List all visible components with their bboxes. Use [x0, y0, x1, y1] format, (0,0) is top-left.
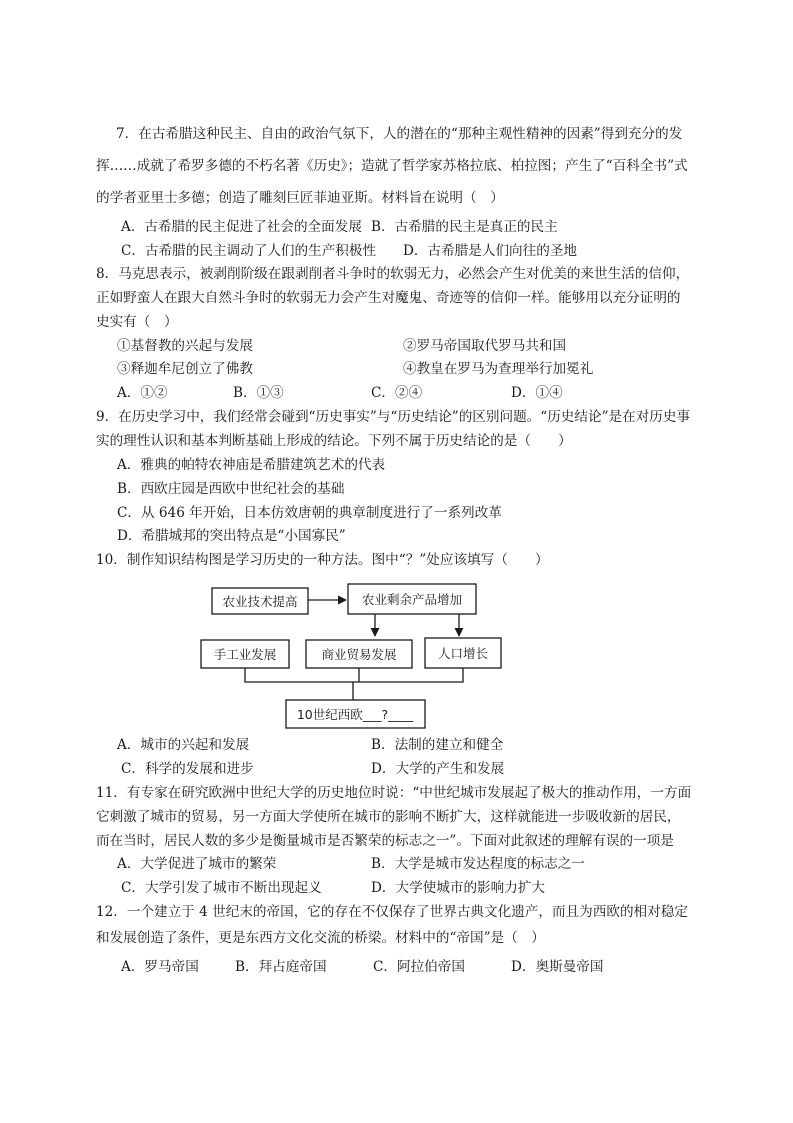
q8-stem-line2: 正如野蛮人在跟大自然斗争时的软弱无力会产生对魔鬼、奇迹等的信仰一样。能够用以充分证明的: [96, 290, 681, 306]
bracket-connector: [245, 668, 463, 682]
q9-stem-line1: 9．在历史学习中，我们经常会碰到“历史事实”与“历史结论”的区别问题。“历史结论”是在对历史事: [96, 409, 691, 425]
q11-stem-line3: 而在当时，居民人数的多少是衡量城市是否繁荣的标志之一”。下面对此叙述的理解有误的一项是: [96, 833, 674, 849]
q10-option-a: A．城市的兴起和发展: [117, 737, 250, 753]
q10-option-b: B．法制的建立和健全: [371, 737, 504, 753]
q7-option-b: B．古希腊的民主是真正的民主: [371, 219, 558, 235]
q11-option-d: D．大学使城市的影响力扩大: [371, 880, 546, 896]
q9-option-c: C．从 646 年开始，日本仿效唐朝的典章制度进行了一系列改革: [117, 505, 502, 521]
box-result-label: 10世纪西欧___?____: [296, 707, 414, 722]
q11-option-a: A．大学促进了城市的繁荣: [117, 856, 277, 872]
q9-option-b: B．西欧庄园是西欧中世纪社会的基础: [117, 481, 345, 497]
q7-option-d: D．古希腊是人们向往的圣地: [403, 243, 578, 259]
q10-option-d: D．大学的产生和发展: [371, 761, 505, 777]
q8-option-a: A．①②: [117, 385, 168, 401]
q7-option-c: C．古希腊的民主调动了人们的生产积极性: [121, 243, 377, 259]
q8-item-3: ③释迦牟尼创立了佛教: [117, 361, 253, 377]
q7-option-a: A．古希腊的民主促进了社会的全面发展: [121, 219, 362, 235]
q12-stem-line1: 12．一个建立于 4 世纪末的帝国，它的存在不仅保存了世界古典文化遗产，而且为西欧的相对稳定: [96, 904, 688, 920]
q11-option-b: B．大学是城市发达程度的标志之一: [371, 856, 585, 872]
box-population-label: 人口增长: [437, 646, 489, 661]
q8-stem-line1: 8．马克思表示，被剥削阶级在跟剥削者斗争时的软弱无力，必然会产生对优美的来世生活的信仰，: [96, 266, 690, 282]
q12-option-c: C．阿拉伯帝国: [373, 959, 465, 975]
knowledge-structure-diagram: [195, 582, 515, 732]
q8-stem-line3: 史实有（ ）: [96, 314, 178, 330]
q7-stem-line1: 7．在古希腊这种民主、自由的政治气氛下，人的潜在的“那种主观性精神的因素”得到充分的发: [116, 126, 683, 142]
q8-item-2: ②罗马帝国取代罗马共和国: [403, 338, 567, 354]
q9-option-a: A．雅典的帕特农神庙是希腊建筑艺术的代表: [117, 457, 386, 473]
box-agri-tech-label: 农业技术提高: [222, 594, 298, 609]
q12-stem-line2: 和发展创造了条件，更是东西方文化交流的桥梁。材料中的“帝国”是（ ）: [96, 930, 545, 946]
q8-item-1: ①基督教的兴起与发展: [117, 338, 253, 354]
q11-stem-line2: 它刺激了城市的贸易，另一方面大学使所在城市的影响不断扩大，这样就能进一步吸收新的居民，: [96, 809, 681, 825]
q9-stem-line2: 实的理性认识和基本判断基础上形成的结论。下列不属于历史结论的是（ ）: [96, 433, 572, 449]
q12-option-d: D．奥斯曼帝国: [511, 959, 604, 975]
q7-stem-line3: 的学者亚里士多德；创造了雕刻巨匠菲迪亚斯。材料旨在说明（ ）: [96, 190, 504, 206]
q12-option-a: A．罗马帝国: [121, 959, 199, 975]
q7-stem-line2: 挥……成就了希罗多德的不朽名著《历史》；造就了哲学家苏格拉底、柏拉图；产生了“百科全书”式: [96, 158, 688, 174]
q11-stem-line1: 11．有专家在研究欧洲中世纪大学的历史地位时说：“中世纪城市发展起了极大的推动作用，一方面: [96, 785, 692, 801]
box-agri-surplus-label: 农业剩余产品增加: [361, 592, 463, 607]
q10-stem-line1: 10．制作知识结构图是学习历史的一种方法。图中“？”处应该填写（ ）: [96, 552, 549, 568]
q8-item-4: ④教皇在罗马为查理举行加冕礼: [403, 361, 594, 377]
q8-option-d: D．①④: [511, 385, 563, 401]
q12-option-b: B．拜占庭帝国: [235, 959, 327, 975]
q11-option-c: C．大学引发了城市不断出现起义: [121, 880, 322, 896]
q10-option-c: C．科学的发展和进步: [121, 761, 254, 777]
q8-option-c: C．②④: [371, 385, 423, 401]
box-handicraft-label: 手工业发展: [213, 647, 277, 662]
box-trade-label: 商业贸易发展: [321, 647, 397, 662]
q9-option-d: D．希腊城邦的突出特点是“小国寡民”: [117, 528, 346, 544]
q8-option-b: B．①③: [233, 385, 284, 401]
